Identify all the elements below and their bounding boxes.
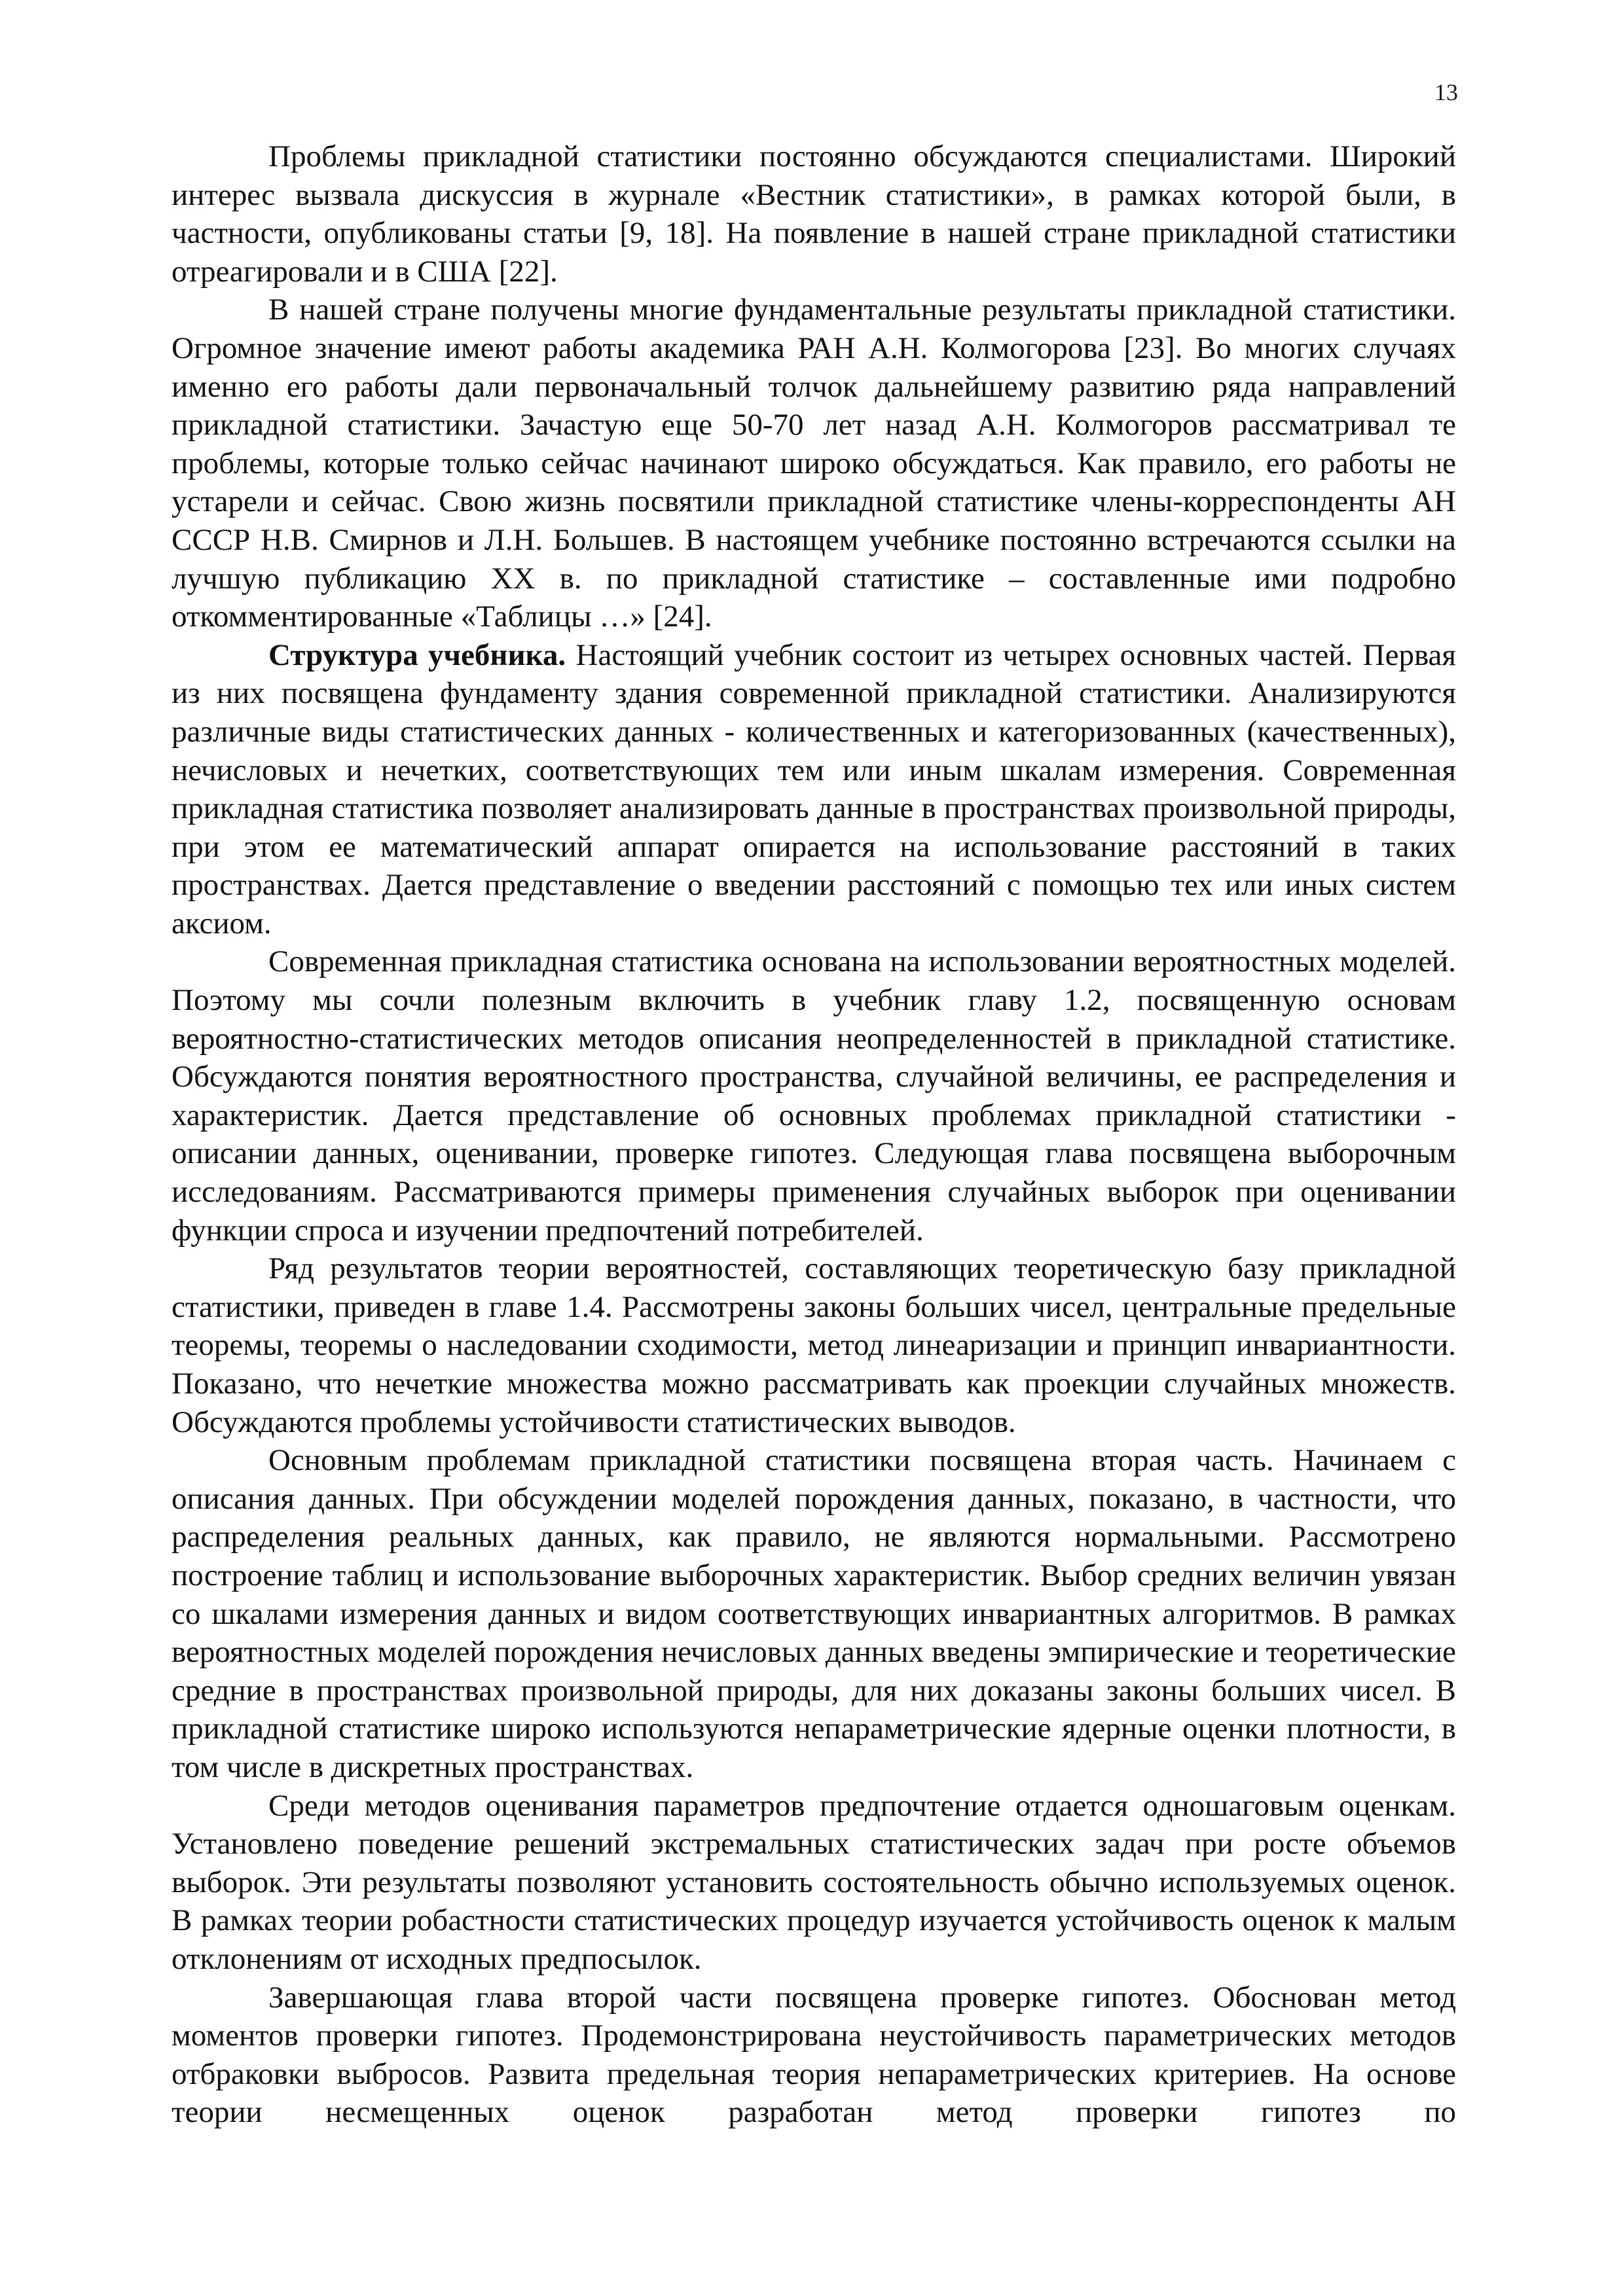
paragraph-text: Современная прикладная статистика основана на использовании вероятностных моделей. Поэтому мы сочли полезным включить в учебник главу 1.2, посвященную основам вероятностно-статистических методов описания неопределенностей в прикладной статистике. Обсуждаются понятия вероятностного пространства, случайной величины, ее распределения и характеристик. Дается представление об основных проблемах прикладной статистики - описании данных, оценивании, проверке гипотез. Следующая глава посвящена выборочным исследованиям. Рассматриваются примеры применения случайных выборок при оценивании функции спроса и изучении предпочтений потребителей. (172, 944, 1456, 1247)
paragraph (172, 137, 1456, 291)
paragraph (172, 291, 1456, 636)
paragraph (172, 1979, 1456, 2132)
paragraph-text: Проблемы прикладной статистики постоянно обсуждаются специалистами. Широкий интерес вызвала дискуссия в журнале «Вестник статистики», в рамках которой были, в частности, опубликованы статьи [9, 18]. На появление в нашей стране прикладной статистики отреагировали и в США [22]. (172, 139, 1456, 289)
paragraph-text: Настоящий учебник состоит из четырех основных частей. Первая из них посвящена фундаменту здания современной прикладной статистики. Анализируются различные виды статистических данных - количественных и категоризованных (качественных), нечисловых и нечетких, соответствующих тем или иным шкалам измерения. Современная прикладная статистика позволяет анализировать данные в пространствах произвольной природы, при этом ее математический аппарат опирается на использование расстояний в таких пространствах. Дается представление о введении расстояний с помощью тех или иных систем аксиом. (172, 637, 1456, 941)
paragraph-text: Завершающая глава второй части посвящена проверке гипотез. Обоснован метод моментов проверки гипотез. Продемонстрирована неустойчивость параметрических методов отбраковки выбросов. Развита предельная теория непараметрических критериев. На основе теории несмещенных оценок разработан метод проверки гипотез по (172, 1980, 1456, 2130)
paragraph (172, 1787, 1456, 1979)
paragraph-text: Ряд результатов теории вероятностей, составляющих теоретическую базу прикладной статистики, приведен в главе 1.4. Рассмотрены законы больших чисел, центральные предельные теоремы, теоремы о наследовании сходимости, метод линеаризации и принцип инвариантности. Показано, что нечеткие множества можно рассматривать как проекции случайных множеств. Обсуждаются проблемы устойчивости статистических выводов. (172, 1251, 1456, 1439)
paragraph-text: Основным проблемам прикладной статистики посвящена вторая часть. Начинаем с описания данных. При обсуждении моделей порождения данных, показано, в частности, что распределения реальных данных, как правило, не являются нормальными. Рассмотрено построение таблиц и использование выборочных характеристик. Выбор средних величин увязан со шкалами измерения данных и видом соответствующих инвариантных алгоритмов. В рамках вероятностных моделей порождения нечисловых данных введены эмпирические и теоретические средние в пространствах произвольной природы, для них доказаны законы больших чисел. В прикладной статистике широко используются непараметрические ядерные оценки плотности, в том числе в дискретных пространствах. (172, 1443, 1456, 1784)
body-text (172, 137, 1456, 2132)
paragraph (172, 942, 1456, 1249)
section-heading: Структура учебника. (268, 637, 566, 672)
page-number: 13 (1434, 79, 1458, 105)
paragraph (172, 1249, 1456, 1441)
paragraph-text: В нашей стране получены многие фундаментальные результаты прикладной статистики. Огромное значение имеют работы академика РАН А.Н. Колмогорова [23]. Во многих случаях именно его работы дали первоначальный толчок дальнейшему развитию ряда направлений прикладной статистики. Зачастую еще 50-70 лет назад А.Н. Колмогоров рассматривал те проблемы, которые только сейчас начинают широко обсуждаться. Как правило, его работы не устарели и сейчас. Свою жизнь посвятили прикладной статистике члены-корреспонденты АН СССР Н.В. Смирнов и Л.Н. Большев. В настоящем учебнике постоянно встречаются ссылки на лучшую публикацию XX в. по прикладной статистике – составленные ими подробно откомментированные «Таблицы …» [24]. (172, 293, 1456, 634)
paragraph (172, 1441, 1456, 1786)
paragraph-text: Среди методов оценивания параметров предпочтение отдается одношаговым оценкам. Установлено поведение решений экстремальных статистических задач при росте объемов выборок. Эти результаты позволяют установить состоятельность обычно используемых оценок. В рамках теории робастности статистических процедур изучается устойчивость оценок к малым отклонениям от исходных предпосылок. (172, 1788, 1456, 1976)
paragraph (172, 636, 1456, 943)
